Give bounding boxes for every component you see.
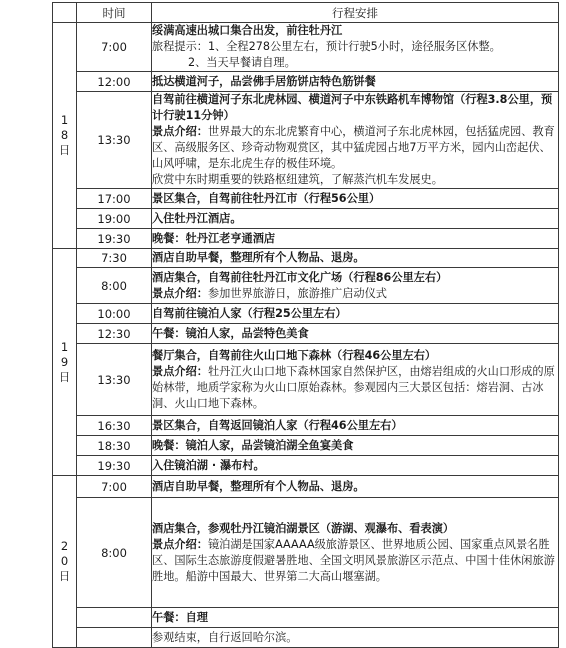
table-row [53, 304, 559, 324]
table-row [53, 436, 559, 456]
day-label-char: 0 [60, 554, 69, 568]
plan-title: 晚餐：牡丹江老亨通酒店 [152, 231, 276, 245]
time-cell: 12:00 [77, 72, 152, 92]
detail-label: 景点介绍： [152, 286, 208, 300]
plan-detail-line [152, 364, 558, 412]
plan-detail-line [152, 630, 558, 646]
detail-text: 牡丹江火山口地下森林国家自然保护区，由熔岩组成的火山口形成的原始林带，地质学家称为火山口原始森林。参观园内三大景区包括：熔岩洞、古冰洞、火山口地下森林。 [152, 364, 555, 410]
table-row [53, 456, 559, 476]
table-header-row [53, 3, 559, 23]
time-cell: 16:30 [77, 416, 152, 436]
detail-text: 2、当天早餐请自理。 [188, 56, 296, 69]
day-label-char: 日 [58, 369, 71, 384]
detail-label: 景点介绍： [152, 125, 208, 138]
table-row [53, 476, 559, 498]
plan-title: 入住牡丹江酒店。 [152, 211, 242, 225]
table-row [53, 92, 559, 189]
day-label-cell [53, 249, 77, 476]
detail-text: 欣赏中东时期重要的铁路枢纽建筑，了解蒸汽机车发展史。 [152, 173, 443, 186]
plan-detail-line [152, 124, 558, 172]
plan-cell [152, 498, 559, 608]
plan-cell [152, 476, 559, 498]
plan-cell [152, 92, 559, 189]
table-row [53, 416, 559, 436]
time-cell: 19:30 [77, 456, 152, 476]
plan-title: 入住镜泊湖 · 瀑布村。 [152, 458, 265, 472]
time-cell: 18:30 [77, 436, 152, 456]
table-row [53, 72, 559, 92]
plan-title: 酒店自助早餐，整理所有个人物品、退房。 [152, 479, 365, 493]
detail-label: 景点介绍： [152, 537, 208, 551]
plan-title: 午餐：自理 [152, 610, 208, 624]
day-label-char: 2 [60, 539, 69, 553]
plan-title: 酒店自助早餐，整理所有个人物品、退房。 [152, 251, 365, 264]
day-label-char: 9 [60, 354, 69, 369]
time-cell: 7:30 [77, 249, 152, 268]
plan-title: 自驾前往镜泊人家（行程25公里左右） [152, 306, 347, 320]
table-row [53, 23, 559, 72]
time-cell: 19:00 [77, 209, 152, 229]
header-day-cell [53, 3, 77, 23]
plan-cell [152, 324, 559, 344]
plan-cell [152, 344, 559, 416]
plan-cell [152, 229, 559, 249]
table-row [53, 628, 559, 648]
plan-detail-line [152, 286, 558, 302]
plan-cell [152, 249, 559, 268]
plan-cell [152, 72, 559, 92]
day-label-char: 8 [60, 128, 69, 142]
table-row [53, 229, 559, 249]
plan-title: 午餐：镜泊人家，品尝特色美食 [152, 326, 309, 340]
table-row [53, 189, 559, 209]
time-cell [77, 628, 152, 648]
detail-text: 镜泊湖是国家AAAAA级旅游景区、世界地质公园、国家重点风景名胜区、国际生态旅游度假避暑胜地、全国文明风景旅游区示范点、中国十佳休闲旅游胜地。船游中国最大、世界第二大高山堰塞湖。 [152, 537, 555, 583]
plan-detail-line [152, 172, 558, 188]
header-plan: 行程安排 [152, 3, 559, 23]
detail-text: 参加世界旅游日，旅游推广启动仪式 [207, 286, 387, 300]
day-label-char: 1 [60, 339, 69, 354]
plan-title: 酒店集合，参观牡丹江镜泊湖景区（游湖、观瀑布、看表演） [152, 521, 455, 535]
plan-title: 酒店集合，自驾前往牡丹江市文化广场（行程86公里左右） [152, 270, 448, 284]
plan-title: 餐厅集合，自驾前往火山口地下森林（行程46公里左右） [152, 348, 437, 362]
time-cell: 8:00 [77, 498, 152, 608]
time-cell: 17:00 [77, 189, 152, 209]
time-cell: 13:30 [77, 92, 152, 189]
plan-cell [152, 23, 559, 72]
time-cell: 10:00 [77, 304, 152, 324]
time-cell: 13:30 [77, 344, 152, 416]
plan-cell [152, 304, 559, 324]
table-row [53, 324, 559, 344]
table-row [53, 249, 559, 268]
plan-detail-line [152, 537, 558, 585]
table-row [53, 608, 559, 628]
table-row [53, 209, 559, 229]
day-label-char: 日 [58, 569, 71, 583]
plan-detail-line [152, 39, 558, 55]
time-cell [77, 608, 152, 628]
plan-cell [152, 456, 559, 476]
day-label-cell [53, 476, 77, 648]
table-row [53, 498, 559, 608]
plan-cell [152, 436, 559, 456]
plan-title: 景区集合，自驾返回镜泊人家（行程46公里左右） [152, 418, 403, 432]
plan-cell [152, 189, 559, 209]
detail-text: 世界最大的东北虎繁育中心，横道河子东北虎林园，包括猛虎园、教育区、高级服务区、珍奇动物观赏区，其中猛虎园占地7万平方米，园内山峦起伏、山风呼啸，是东北虎生存的极佳环境。 [152, 125, 555, 170]
detail-text: 参观结束，自行返回哈尔滨。 [152, 630, 298, 644]
time-cell: 7:00 [77, 23, 152, 72]
table-row [53, 268, 559, 304]
time-cell: 8:00 [77, 268, 152, 304]
table-row [53, 344, 559, 416]
detail-text: 旅程提示：1、全程278公里左右，预计行驶5小时，途径服务区休整。 [152, 40, 501, 53]
plan-detail-line [152, 55, 558, 71]
plan-cell [152, 268, 559, 304]
plan-title: 绥满高速出城口集合出发，前往牡丹江 [152, 24, 343, 37]
day-label-char: 1 [60, 113, 69, 127]
plan-title: 景区集合，自驾前往牡丹江市（行程56公里） [152, 191, 381, 205]
plan-title: 晚餐：镜泊人家，品尝镜泊湖全鱼宴美食 [152, 438, 354, 452]
plan-title: 抵达横道河子，品尝佛手居筋饼店特色筋饼餐 [152, 74, 376, 88]
time-cell: 7:00 [77, 476, 152, 498]
day-label-cell [53, 23, 77, 249]
plan-cell [152, 209, 559, 229]
itinerary-table [52, 2, 559, 648]
header-time: 时间 [77, 3, 152, 23]
time-cell: 19:30 [77, 229, 152, 249]
plan-cell [152, 628, 559, 648]
day-label-char: 日 [58, 143, 71, 157]
time-cell: 12:30 [77, 324, 152, 344]
itinerary-body [53, 23, 559, 648]
plan-cell [152, 416, 559, 436]
plan-cell [152, 608, 559, 628]
detail-label: 景点介绍： [152, 364, 208, 378]
plan-title: 自驾前往横道河子东北虎林园、横道河子中东铁路机车博物馆（行程3.8公里，预计行驶11分钟） [152, 93, 553, 122]
